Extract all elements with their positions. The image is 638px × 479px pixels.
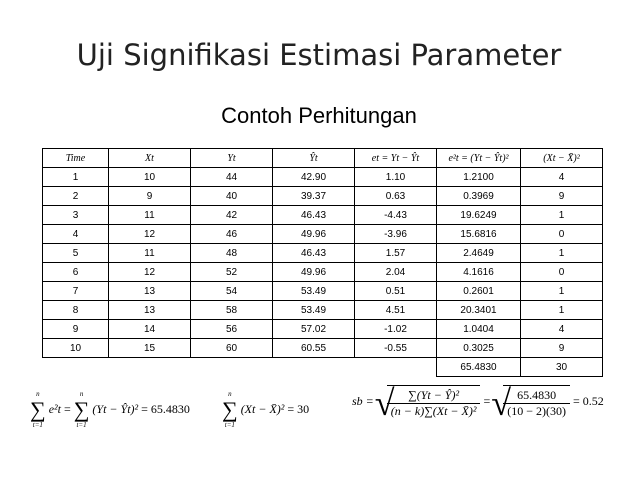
table-cell: 0.63	[355, 187, 437, 206]
table-cell: 10	[109, 168, 191, 187]
table-cell: 0.51	[355, 282, 437, 301]
table-cell: 2	[43, 187, 109, 206]
table-cell: 40	[191, 187, 273, 206]
table-cell: 10	[43, 339, 109, 358]
table-cell: 1.2100	[437, 168, 521, 187]
table-row	[43, 206, 603, 225]
page-title: Uji Signifikasi Estimasi Parameter	[76, 38, 562, 72]
table-cell: 2.4649	[437, 244, 521, 263]
total-residual-squared: 65.4830	[437, 358, 521, 377]
total-x-deviation-squared: 30	[521, 358, 603, 377]
table-cell: 60	[191, 339, 273, 358]
table-cell: 42	[191, 206, 273, 225]
table-cell: 1.57	[355, 244, 437, 263]
table-cell: 12	[109, 263, 191, 282]
table-cell: 4	[521, 168, 603, 187]
table-cell: 60.55	[273, 339, 355, 358]
table-cell: 49.96	[273, 225, 355, 244]
table-cell: 53.49	[273, 282, 355, 301]
table-cell: 39.37	[273, 187, 355, 206]
table-cell: 1	[43, 168, 109, 187]
sigma-symbol: ∑	[73, 397, 90, 422]
table-cell: 9	[109, 187, 191, 206]
table-cell: 9	[521, 339, 603, 358]
table-row	[43, 263, 603, 282]
table-cell: 1.10	[355, 168, 437, 187]
table-row	[43, 282, 603, 301]
table-cell: 42.90	[273, 168, 355, 187]
table-cell: 3	[43, 206, 109, 225]
table-cell: 0.2601	[437, 282, 521, 301]
header-residual-squared: e²t = (Yt − Ŷt)²	[437, 149, 521, 168]
table-cell: 4.1616	[437, 263, 521, 282]
table-cell: 1	[521, 244, 603, 263]
table-cell: 12	[109, 225, 191, 244]
table-cell: 2.04	[355, 263, 437, 282]
table-row	[43, 187, 603, 206]
page-subtitle: Contoh Perhitungan	[221, 103, 417, 128]
table-cell: 48	[191, 244, 273, 263]
table-row	[43, 320, 603, 339]
table-cell: 0	[521, 263, 603, 282]
table-cell: -0.55	[355, 339, 437, 358]
table-cell: -4.43	[355, 206, 437, 225]
table-cell: 4	[43, 225, 109, 244]
table-cell: 0	[521, 225, 603, 244]
table-cell: -1.02	[355, 320, 437, 339]
table-cell: 9	[43, 320, 109, 339]
table-cell: 11	[109, 206, 191, 225]
header-residual: et = Yt − Ŷt	[355, 149, 437, 168]
table-cell: 54	[191, 282, 273, 301]
table-cell: 20.3401	[437, 301, 521, 320]
table-cell: 57.02	[273, 320, 355, 339]
table-cell: 52	[191, 263, 273, 282]
header-time: Time	[43, 149, 109, 168]
header-x-deviation-squared: (Xt − X̄)²	[521, 149, 603, 168]
table-cell: 7	[43, 282, 109, 301]
table-row	[43, 339, 603, 358]
table-cell: 13	[109, 301, 191, 320]
header-x: Xt	[109, 149, 191, 168]
table-cell: 53.49	[273, 301, 355, 320]
table-cell: 46	[191, 225, 273, 244]
table-cell: 1	[521, 282, 603, 301]
table-body	[43, 168, 603, 358]
header-y: Yt	[191, 149, 273, 168]
table-total-row	[43, 358, 603, 377]
formula-standard-error: sb = √ $\frac{\text{∑(Yt − Ŷ)²}}{\text{(n − k)∑(Xt − X̄)²}}$ = √ $\frac{65.4830}{(10 - 2)(30)}$ = 0.52	[352, 385, 604, 419]
table-cell: 56	[191, 320, 273, 339]
table-cell: -3.96	[355, 225, 437, 244]
table-cell: 49.96	[273, 263, 355, 282]
table-cell: 1	[521, 206, 603, 225]
table-cell: 4.51	[355, 301, 437, 320]
table-cell: 11	[109, 244, 191, 263]
table-cell: 46.43	[273, 206, 355, 225]
table-cell: 0.3025	[437, 339, 521, 358]
table-cell: 1.0404	[437, 320, 521, 339]
table-cell: 58	[191, 301, 273, 320]
table-row	[43, 168, 603, 187]
table-cell: 6	[43, 263, 109, 282]
table-cell: 1	[521, 301, 603, 320]
sigma-symbol: ∑	[222, 397, 238, 422]
table-row	[43, 301, 603, 320]
table-cell: 8	[43, 301, 109, 320]
table-cell: 5	[43, 244, 109, 263]
table-cell: 14	[109, 320, 191, 339]
table-cell: 46.43	[273, 244, 355, 263]
table-cell: 15	[109, 339, 191, 358]
table-cell: 4	[521, 320, 603, 339]
table-cell: 13	[109, 282, 191, 301]
table-cell: 0.3969	[437, 187, 521, 206]
table-header-row	[43, 149, 603, 168]
table-cell: 19.6249	[437, 206, 521, 225]
table-row	[43, 244, 603, 263]
header-y-hat: Ŷt	[273, 149, 355, 168]
table-row	[43, 225, 603, 244]
sigma-symbol: ∑	[30, 397, 46, 422]
table-cell: 15.6816	[437, 225, 521, 244]
formula-sum-x-deviation: n ∑ t=1 (Xt − X̄)² = 30	[222, 390, 310, 429]
calculation-table	[42, 148, 603, 377]
table-cell: 9	[521, 187, 603, 206]
table-cell: 44	[191, 168, 273, 187]
formula-sum-residual-squared: n ∑ t=1 e²t = n ∑ t=1 (Yt − Ŷt)² = 65.4830	[30, 390, 190, 429]
